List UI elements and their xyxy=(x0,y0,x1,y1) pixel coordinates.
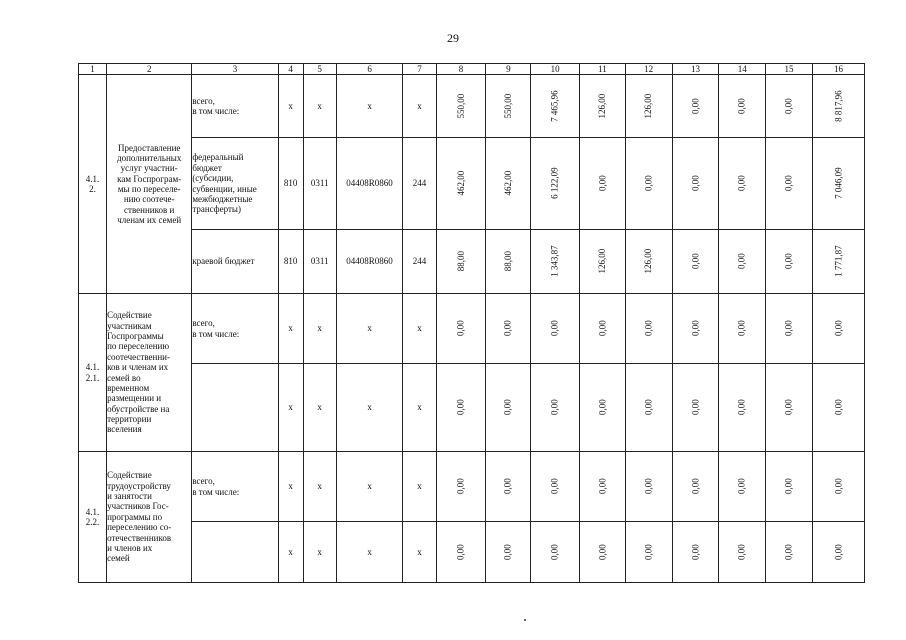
amount-cell xyxy=(766,452,813,522)
amount-cell xyxy=(436,452,486,522)
amount-cell xyxy=(580,75,626,138)
amount-cell xyxy=(672,522,719,583)
amount-value: 126,00 xyxy=(597,249,608,274)
amount-cell xyxy=(436,522,486,583)
code-csr: x xyxy=(336,364,403,452)
scan-speck xyxy=(524,619,526,621)
amount-cell xyxy=(812,75,864,138)
funding-source: всего, в том числе: xyxy=(192,75,278,138)
amount-cell xyxy=(766,522,813,583)
code-vr: 244 xyxy=(403,230,436,294)
amount-value: 0,00 xyxy=(737,98,748,114)
table-row xyxy=(79,364,865,452)
code-csr: x xyxy=(336,294,403,364)
amount-value: 126,00 xyxy=(597,93,608,119)
amount-value: 1 343,87 xyxy=(549,245,560,278)
column-number: 16 xyxy=(812,64,864,75)
amount-cell xyxy=(625,522,672,583)
code-csr: 04408R0860 xyxy=(336,138,403,230)
amount-cell xyxy=(625,138,672,230)
column-number: 3 xyxy=(192,64,278,75)
amount-value: 462,00 xyxy=(503,171,514,196)
amount-value: 0,00 xyxy=(503,399,514,416)
code-vr: 244 xyxy=(403,138,436,230)
amount-value: 88,00 xyxy=(503,251,514,272)
amount-value: 0,00 xyxy=(783,544,794,560)
amount-value: 0,00 xyxy=(690,175,701,192)
amount-cell xyxy=(531,522,580,583)
amount-cell xyxy=(719,75,766,138)
amount-cell xyxy=(531,230,580,294)
column-number: 8 xyxy=(436,64,486,75)
amount-value: 0,00 xyxy=(783,175,794,192)
amount-value: 0,00 xyxy=(597,399,608,416)
code-vr: x xyxy=(403,294,436,364)
code-grbs: x xyxy=(278,452,303,522)
code-grbs: 810 xyxy=(278,230,303,294)
amount-value: 0,00 xyxy=(549,544,560,560)
amount-cell xyxy=(531,294,580,364)
code-grbs: x xyxy=(278,522,303,583)
page-number: 29 xyxy=(447,31,459,45)
code-vr: x xyxy=(403,522,436,583)
amount-value: 7 046,09 xyxy=(833,167,844,200)
amount-cell xyxy=(531,75,580,138)
amount-cell xyxy=(580,522,626,583)
amount-value: 6 122,09 xyxy=(549,167,560,200)
amount-value: 0,00 xyxy=(690,98,701,114)
item-description: Предоставление дополнительных услуг участни- кам Госпрограм- мы по переселе- нию соотече- ственников и членам их семей xyxy=(107,75,192,294)
amount-cell xyxy=(672,294,719,364)
code-vr: x xyxy=(403,75,436,138)
amount-cell xyxy=(486,294,531,364)
amount-cell xyxy=(580,138,626,230)
budget-table xyxy=(78,63,865,583)
amount-cell xyxy=(719,364,766,452)
code-rzpr: x xyxy=(303,364,336,452)
column-number: 7 xyxy=(403,64,436,75)
amount-cell xyxy=(580,364,626,452)
column-number: 2 xyxy=(107,64,192,75)
amount-value: 0,00 xyxy=(549,399,560,416)
amount-cell xyxy=(436,294,486,364)
amount-cell xyxy=(672,364,719,452)
amount-value: 0,00 xyxy=(737,544,748,560)
amount-cell xyxy=(719,138,766,230)
column-number: 6 xyxy=(336,64,403,75)
amount-cell xyxy=(672,75,719,138)
amount-value: 0,00 xyxy=(455,320,466,337)
amount-value: 0,00 xyxy=(690,478,701,495)
amount-value: 0,00 xyxy=(737,320,748,337)
amount-cell xyxy=(580,294,626,364)
amount-value: 0,00 xyxy=(833,544,844,560)
amount-cell xyxy=(719,522,766,583)
code-csr: x xyxy=(336,75,403,138)
amount-value: 126,00 xyxy=(643,93,654,119)
column-number: 9 xyxy=(486,64,531,75)
amount-cell xyxy=(625,364,672,452)
amount-value: 550,00 xyxy=(455,93,466,119)
amount-value: 0,00 xyxy=(503,478,514,495)
table-row xyxy=(79,138,865,230)
table-row xyxy=(79,522,865,583)
funding-source: всего, в том числе: xyxy=(192,294,278,364)
amount-cell xyxy=(812,452,864,522)
amount-value: 0,00 xyxy=(503,544,514,560)
amount-cell xyxy=(766,138,813,230)
amount-cell xyxy=(672,138,719,230)
funding-source xyxy=(192,522,278,583)
amount-value: 0,00 xyxy=(690,544,701,560)
table-row xyxy=(79,294,865,364)
amount-value: 0,00 xyxy=(783,399,794,416)
amount-value: 0,00 xyxy=(597,544,608,560)
amount-value: 0,00 xyxy=(549,478,560,495)
code-rzpr: x xyxy=(303,522,336,583)
amount-cell xyxy=(580,452,626,522)
column-number: 5 xyxy=(303,64,336,75)
code-grbs: x xyxy=(278,75,303,138)
amount-value: 0,00 xyxy=(549,320,560,337)
amount-value: 0,00 xyxy=(737,253,748,270)
amount-value: 0,00 xyxy=(737,399,748,416)
amount-value: 0,00 xyxy=(455,478,466,495)
funding-source: краевой бюджет xyxy=(192,230,278,294)
amount-value: 0,00 xyxy=(643,320,654,337)
amount-value: 0,00 xyxy=(737,175,748,192)
amount-cell xyxy=(766,230,813,294)
amount-cell xyxy=(486,364,531,452)
amount-cell xyxy=(625,230,672,294)
amount-cell xyxy=(625,75,672,138)
table-row xyxy=(79,452,865,522)
amount-cell xyxy=(436,230,486,294)
amount-value: 8 817,96 xyxy=(833,90,844,122)
amount-value: 0,00 xyxy=(643,175,654,192)
code-csr: 04408R0860 xyxy=(336,230,403,294)
amount-cell xyxy=(766,75,813,138)
amount-value: 0,00 xyxy=(690,253,701,270)
amount-value: 0,00 xyxy=(737,478,748,495)
amount-cell xyxy=(766,294,813,364)
amount-cell xyxy=(812,138,864,230)
amount-cell xyxy=(672,230,719,294)
amount-value: 88,00 xyxy=(455,251,466,272)
amount-cell xyxy=(486,522,531,583)
amount-cell xyxy=(812,230,864,294)
amount-cell xyxy=(812,294,864,364)
amount-value: 126,00 xyxy=(643,249,654,274)
amount-cell xyxy=(531,138,580,230)
table-row xyxy=(79,75,865,138)
amount-cell xyxy=(436,138,486,230)
amount-value: 0,00 xyxy=(833,478,844,495)
amount-cell xyxy=(486,75,531,138)
amount-cell xyxy=(719,230,766,294)
amount-value: 0,00 xyxy=(503,320,514,337)
code-grbs: x xyxy=(278,364,303,452)
code-grbs: x xyxy=(278,294,303,364)
amount-value: 0,00 xyxy=(783,98,794,114)
code-rzpr: x xyxy=(303,452,336,522)
item-number: 4.1. 2.1. xyxy=(79,294,107,452)
amount-cell xyxy=(812,364,864,452)
column-number-row xyxy=(79,64,865,75)
amount-value: 0,00 xyxy=(597,478,608,495)
amount-value: 0,00 xyxy=(833,399,844,416)
amount-value: 0,00 xyxy=(597,320,608,337)
amount-value: 1 771,87 xyxy=(833,245,844,278)
code-rzpr: 0311 xyxy=(303,138,336,230)
amount-cell xyxy=(766,364,813,452)
code-csr: x xyxy=(336,522,403,583)
amount-value: 0,00 xyxy=(455,399,466,416)
item-description: Содействие участникам Госпрограммы по переселению соотечественни- ков и членам их семей во временном размещении и обустройстве на территории вселения xyxy=(107,294,192,452)
amount-value: 550,00 xyxy=(503,93,514,119)
amount-cell xyxy=(531,452,580,522)
code-grbs: 810 xyxy=(278,138,303,230)
amount-cell xyxy=(719,294,766,364)
column-number: 1 xyxy=(79,64,107,75)
amount-value: 0,00 xyxy=(783,478,794,495)
amount-cell xyxy=(531,364,580,452)
amount-cell xyxy=(486,452,531,522)
code-rzpr: x xyxy=(303,294,336,364)
table-row xyxy=(79,230,865,294)
amount-value: 0,00 xyxy=(783,253,794,270)
code-vr: x xyxy=(403,364,436,452)
amount-cell xyxy=(812,522,864,583)
amount-value: 0,00 xyxy=(643,478,654,495)
amount-value: 0,00 xyxy=(783,320,794,337)
code-csr: x xyxy=(336,452,403,522)
column-number: 13 xyxy=(672,64,719,75)
amount-cell xyxy=(625,294,672,364)
amount-cell xyxy=(719,452,766,522)
amount-cell xyxy=(580,230,626,294)
code-vr: x xyxy=(403,452,436,522)
column-number: 11 xyxy=(580,64,626,75)
column-number: 12 xyxy=(625,64,672,75)
amount-value: 0,00 xyxy=(455,544,466,560)
amount-value: 0,00 xyxy=(690,320,701,337)
amount-value: 7 465,96 xyxy=(549,90,560,122)
funding-source xyxy=(192,364,278,452)
item-number: 4.1. 2.2. xyxy=(79,452,107,583)
funding-source: всего, в том числе: xyxy=(192,452,278,522)
amount-cell xyxy=(672,452,719,522)
item-number: 4.1. 2. xyxy=(79,75,107,294)
column-number: 4 xyxy=(278,64,303,75)
column-number: 14 xyxy=(719,64,766,75)
amount-cell xyxy=(625,452,672,522)
funding-source: федеральный бюджет (субсидии, субвенции, иные межбюджетные трансферты) xyxy=(192,138,278,230)
column-number: 10 xyxy=(531,64,580,75)
amount-value: 0,00 xyxy=(643,399,654,416)
amount-value: 0,00 xyxy=(833,320,844,337)
amount-cell xyxy=(486,138,531,230)
code-rzpr: x xyxy=(303,75,336,138)
column-number: 15 xyxy=(766,64,813,75)
amount-value: 0,00 xyxy=(643,544,654,560)
amount-value: 462,00 xyxy=(455,171,466,196)
amount-value: 0,00 xyxy=(690,399,701,416)
amount-cell xyxy=(486,230,531,294)
amount-cell xyxy=(436,364,486,452)
amount-cell xyxy=(436,75,486,138)
item-description: Содействие трудоустройству и занятости участников Гос- программы по переселению со- отечественников и членов их семей xyxy=(107,452,192,583)
code-rzpr: 0311 xyxy=(303,230,336,294)
amount-value: 0,00 xyxy=(597,175,608,192)
